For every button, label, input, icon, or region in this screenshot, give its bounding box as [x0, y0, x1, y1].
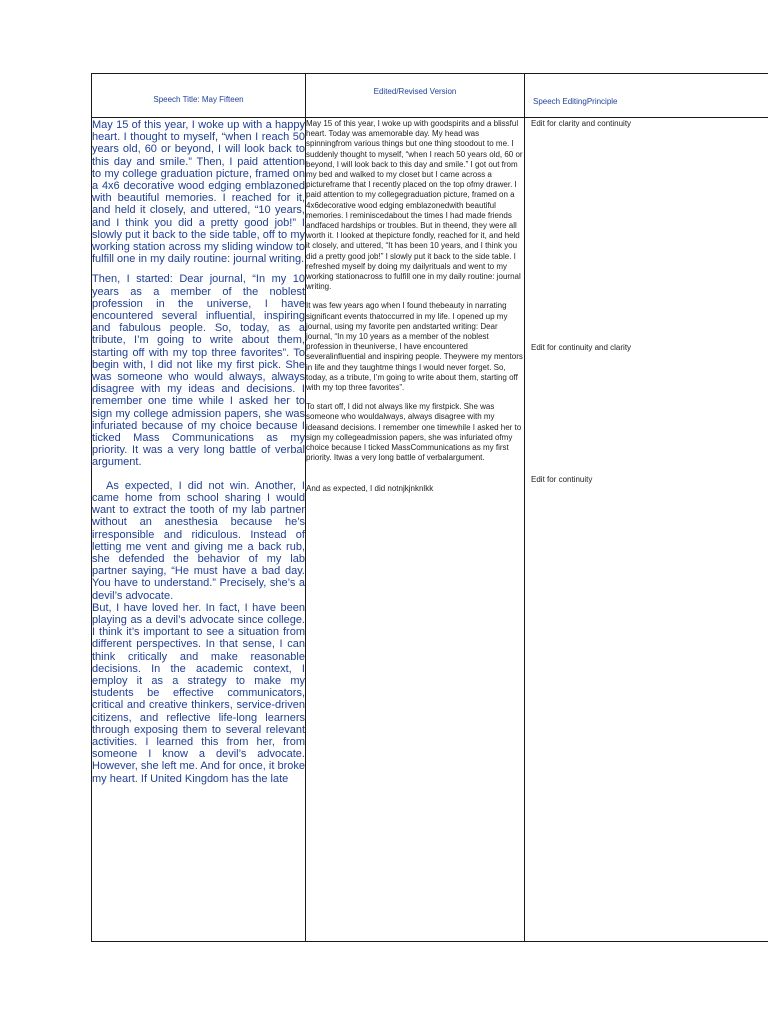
- speech-editing-table: [91, 73, 768, 942]
- editing-principle-cell: [525, 118, 768, 942]
- revised-paragraph: It was few years ago when I found thebeauty in narrating significant events thatoccurred in my life. I opened up my journal, using my favorite pen andstarted writing: Dear journal, “In my 10 years as a member of the noblest profession in theuniverse, I have encountered severalinfluential and inspiring people. Theywere my mentors in life and they taughtme things I would never forget. So, today, as a tribute, I’m going to write about them, starting off with my top three favorites”.: [306, 301, 523, 393]
- original-paragraph: May 15 of this year, I woke up with a happy heart. I thought to myself, “when I reach 50 years old, 60 or beyond, I will look back to this day and smile.” Then, I paid attention to my college graduation picture, framed on a 4x6 decorative wood edging emblazoned with beautiful memories. I reached for it, and held it closely, and uttered, “10 years, and I think you did a pretty good job!” I slowly put it back to the side table, off to my working station across my sliding window to fulfill one in my daily routine: journal writing.: [92, 119, 305, 266]
- revised-paragraph: May 15 of this year, I woke up with goodspirits and a blissful heart. Today was amemorable day. My head was spinningfrom various things but one thing stoodout to me. I suddenly thought to myself, “when I reach 50 years old, 60 or beyond, I will look back to this day and smile.” I got out from my bed and walked to my closet but I came across a pictureframe that I recently placed on the top ofmy drawer. I paid attention to my collegegraduation picture, framed on a 4x6decorative wood edging emblazonedwith beautiful memories. I reminiscedabout the times I had made friends andfaced hardships or troubles. But in theend, they were all worth it. I looked at thepicture fondly, reached for it, and held it closely, and uttered, “It has been 10 years, and I think you did a pretty good job!” I slowly put it back to the side table. I refreshed myself by doing my dailyrituals and went to my working stationacross to fulfill one in my daily routine: journal writing.: [306, 119, 523, 292]
- header-edited-version: Edited/Revised Version: [306, 74, 525, 118]
- editing-principle: Edit for continuity: [531, 475, 593, 484]
- original-speech-cell: [92, 118, 306, 942]
- original-paragraph: As expected, I did not win. Another, I came home from school sharing I would want to extract the tooth of my lab partner without an anesthesia because he’s irresponsible and ridiculous. Instead of letting me vent and giving me a back rub, she defended the behavior of my lab partner saying, “He must have a bad day. You have to understand.” Precisely, she’s a devil’s advocate.: [92, 479, 305, 602]
- editing-principle: Edit for clarity and continuity: [531, 119, 632, 128]
- original-paragraph: But, I have loved her. In fact, I have been playing as a devil’s advocate since college. I think it’s important to see a situation from different perspectives. In that sense, I can think critically and make reasonable decisions. In the academic context, I employ it as a strategy to make my students be effective communicators, critical and creative thinkers, service-driven citizens, and reflective life-long learners through exposing them to several relevant activities. I learned this from her, from someone I know a devil’s advocate. However, she left me. And for once, it broke my heart. If United Kingdom has the late: [92, 601, 305, 785]
- revised-speech-cell: [306, 118, 525, 942]
- header-editing-principle: Speech EditingPrinciple: [525, 74, 768, 118]
- editing-principle: Edit for continuity and clarity: [531, 343, 632, 352]
- header-speech-title: Speech Title: May Fifteen: [92, 74, 306, 118]
- revised-paragraph: To start off, I did not always like my firstpick. She was someone who wouldalways, always disagree with my ideasand decisions. I remember one timewhile I asked her to sign my collegeadmission papers, she was infuriated ofmy choice because I ticked MassCommunications as my first priority. Itwas a very long battle of verbalargument.: [306, 402, 522, 463]
- content-row: [92, 118, 768, 942]
- revised-paragraph: And as expected, I did notnjkjnknlkk: [306, 483, 434, 493]
- original-paragraph: Then, I started: Dear journal, “In my 10 years as a member of the noblest profession in the universe, I have encountered several influential, inspiring and fabulous people. So, today, as a tribute, I’m going to write about them, starting off with my top three favorites”. To begin with, I did not like my first pick. She was someone who would always, always disagree with my ideas and decisions. I remember one time while I asked her to sign my college admission papers, she was infuriated because of my choice because I ticked Mass Communications as my priority. It was a very long battle of verbal argument.: [92, 273, 305, 469]
- header-row: [92, 74, 768, 118]
